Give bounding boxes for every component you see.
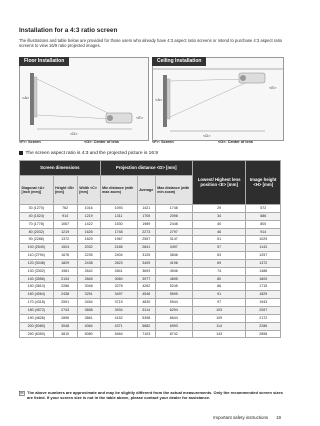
projection-distance-table xyxy=(19,160,281,338)
table-cell: 5114 xyxy=(137,306,155,314)
table-cell: 8742 xyxy=(155,330,192,338)
intro-paragraph: The illustrations and table below are provided for those users who already have 4:3 aspect ratio screens or intend to purchase 4:3 aspect ratio screens to view 16/9 ratio projected images. xyxy=(19,38,283,49)
table-cell: 130 (3302) xyxy=(20,267,54,275)
table-cell: 1257 xyxy=(246,252,281,260)
table-cell: 1372 xyxy=(53,236,77,244)
table-cell: 1967 xyxy=(100,236,137,244)
table-cell: 3048 xyxy=(53,322,77,330)
table-cell: 6993 xyxy=(155,322,192,330)
table-cell: 2743 xyxy=(53,306,77,314)
table-cell: 2841 xyxy=(137,244,155,252)
table-cell: 30 (1270) xyxy=(20,205,54,213)
table-cell: 2172 xyxy=(246,314,281,322)
table-cell: 34 xyxy=(192,212,246,220)
table-cell: 3251 xyxy=(77,291,100,299)
aspect-ratio-note: The screen aspect ratio is 4:3 and the projected picture is 16:9 xyxy=(19,151,158,156)
table-cell: 97 xyxy=(192,299,246,307)
table-cell: 1029 xyxy=(246,236,281,244)
table-cell: 3658 xyxy=(77,306,100,314)
table-cell: 3977 xyxy=(137,275,155,283)
table-cell: 3125 xyxy=(137,252,155,260)
table-cell: 90 (2286) xyxy=(20,236,54,244)
table-row xyxy=(20,259,281,267)
table-cell: 63 xyxy=(192,252,246,260)
table-cell: 1067 xyxy=(53,220,77,228)
table-cell: 4546 xyxy=(137,291,155,299)
table-cell: 1981 xyxy=(53,267,77,275)
svg-text:<E>: <E> xyxy=(136,115,144,120)
table-cell: 1943 xyxy=(246,299,281,307)
floor-installation-diagram xyxy=(19,57,149,141)
footnote: The above numbers are approximate and may be slightly different from the actual measurements. Only the recommended screen sizes are listed. If your screen size is not in the table above, please contact your dealer for assistance. xyxy=(19,391,284,401)
table-cell: 5080 xyxy=(77,330,100,338)
svg-text:<D>: <D> xyxy=(70,131,78,136)
table-cell: 120 (3048) xyxy=(20,259,54,267)
table-cell: 3693 xyxy=(137,267,155,275)
table-cell: 800 xyxy=(246,220,281,228)
table-cell: 914 xyxy=(53,212,77,220)
table-cell: 80 (2032) xyxy=(20,228,54,236)
table-cell: 57 xyxy=(192,244,246,252)
table-cell: 1748 xyxy=(155,205,192,213)
screen-dimensions-header: Screen dimensions xyxy=(20,161,101,176)
table-cell: 3497 xyxy=(155,244,192,252)
table-cell: 3060 xyxy=(100,275,137,283)
table-cell: 1705 xyxy=(137,212,155,220)
table-cell: 86 xyxy=(192,283,246,291)
table-cell: 160 (4064) xyxy=(20,291,54,299)
table-cell: 4830 xyxy=(137,299,155,307)
table-cell: 1016 xyxy=(77,205,100,213)
max-distance-header: Max distance (with min zoom) xyxy=(155,176,192,205)
table-cell: 80 xyxy=(192,275,246,283)
table-cell: 2273 xyxy=(137,228,155,236)
table-cell: 3048 xyxy=(77,283,100,291)
table-cell: 109 xyxy=(192,314,246,322)
table-cell: 2235 xyxy=(77,252,100,260)
table-row xyxy=(20,244,281,252)
height-header: Height <B> [mm] xyxy=(53,176,77,205)
floor-screen-caption: <F>: Screen xyxy=(19,140,41,144)
table-row xyxy=(20,212,281,220)
table-cell: 140 (3556) xyxy=(20,275,54,283)
table-cell: 3715 xyxy=(100,299,137,307)
table-cell: 69 xyxy=(192,259,246,267)
table-cell: 2448 xyxy=(155,220,192,228)
table-cell: 2797 xyxy=(155,228,192,236)
table-cell: 5944 xyxy=(155,299,192,307)
table-cell: 4196 xyxy=(155,259,192,267)
table-row xyxy=(20,236,281,244)
table-cell: 1143 xyxy=(246,244,281,252)
table-cell: 70 (1778) xyxy=(20,220,54,228)
table-row xyxy=(20,291,281,299)
table-cell: 2623 xyxy=(100,259,137,267)
table-cell: 1829 xyxy=(246,291,281,299)
table-cell: 2858 xyxy=(246,330,281,338)
table-row xyxy=(20,252,281,260)
table-cell: 5682 xyxy=(137,322,155,330)
svg-text:<A>: <A> xyxy=(22,95,30,100)
table-cell: 200 (5080) xyxy=(20,322,54,330)
table-cell: 40 xyxy=(192,220,246,228)
table-cell: 2845 xyxy=(77,275,100,283)
table-row xyxy=(20,220,281,228)
table-cell: 46 xyxy=(192,228,246,236)
table-cell: 3409 xyxy=(137,259,155,267)
table-cell: 3810 xyxy=(53,330,77,338)
floor-installation-tab: Floor Installation xyxy=(19,57,69,66)
table-cell: 110 (2794) xyxy=(20,252,54,260)
page-number: 19 xyxy=(276,415,281,420)
table-row xyxy=(20,267,281,275)
table-cell: 1989 xyxy=(137,220,155,228)
table-cell: 1486 xyxy=(246,267,281,275)
table-cell: 2185 xyxy=(100,244,137,252)
svg-text:<E>: <E> xyxy=(269,85,277,90)
table-cell: 3934 xyxy=(100,306,137,314)
table-cell: 914 xyxy=(246,228,281,236)
table-cell: 2134 xyxy=(53,275,77,283)
table-cell: 2286 xyxy=(53,283,77,291)
table-cell: 3846 xyxy=(155,252,192,260)
table-cell: 1626 xyxy=(77,228,100,236)
table-cell: 6294 xyxy=(155,306,192,314)
table-cell: 1372 xyxy=(246,259,281,267)
note-icon xyxy=(19,391,25,396)
ceiling-projector-illustration xyxy=(153,67,283,139)
table-cell: 3454 xyxy=(77,299,100,307)
table-cell: 2286 xyxy=(246,322,281,330)
footer-section-label: Important safety instructions xyxy=(213,415,269,420)
table-row xyxy=(20,299,281,307)
table-cell: 143 xyxy=(192,330,246,338)
table-cell: 150 (3810) xyxy=(20,283,54,291)
table-cell: 3861 xyxy=(77,314,100,322)
table-row xyxy=(20,330,281,338)
bullet-square-icon xyxy=(19,151,23,155)
table-cell: 2557 xyxy=(137,236,155,244)
table-cell: 2438 xyxy=(53,291,77,299)
table-cell: 3497 xyxy=(100,291,137,299)
ceiling-installation-diagram xyxy=(152,57,284,141)
table-row xyxy=(20,205,281,213)
ceiling-installation-tab: Ceiling Installation xyxy=(152,57,206,66)
table-cell: 40 (1524) xyxy=(20,212,54,220)
table-cell: 5464 xyxy=(100,330,137,338)
table-cell: 1422 xyxy=(77,220,100,228)
table-cell: 170 (4318) xyxy=(20,299,54,307)
table-cell: 91 xyxy=(192,291,246,299)
table-cell: 1311 xyxy=(100,212,137,220)
table-cell: 1093 xyxy=(100,205,137,213)
table-cell: 4895 xyxy=(155,275,192,283)
table-cell: 2896 xyxy=(53,314,77,322)
page-footer xyxy=(213,415,281,420)
floor-projector-illustration xyxy=(20,67,148,139)
svg-text:<A>: <A> xyxy=(155,97,163,102)
table-cell: 250 (6350) xyxy=(20,330,54,338)
table-row xyxy=(20,275,281,283)
table-cell: 572 xyxy=(246,205,281,213)
average-header: Average xyxy=(137,176,155,205)
table-row xyxy=(20,306,281,314)
table-cell: 29 xyxy=(192,205,246,213)
table-cell: 1715 xyxy=(246,283,281,291)
table-cell: 103 xyxy=(192,306,246,314)
table-cell: 4371 xyxy=(100,322,137,330)
table-cell: 3278 xyxy=(100,283,137,291)
table-cell: 1676 xyxy=(53,252,77,260)
table-cell: 5398 xyxy=(137,314,155,322)
table-cell: 2057 xyxy=(246,306,281,314)
table-cell: 2404 xyxy=(100,252,137,260)
table-cell: 4262 xyxy=(137,283,155,291)
floor-lens-caption: <G>: Center of lens xyxy=(84,140,120,144)
svg-text:<D>: <D> xyxy=(203,133,211,138)
table-cell: 1421 xyxy=(137,205,155,213)
table-cell: 3147 xyxy=(155,236,192,244)
ceiling-screen-caption: <F>: Screen xyxy=(152,140,174,144)
table-cell: 2591 xyxy=(53,299,77,307)
table-cell: 7103 xyxy=(137,330,155,338)
table-cell: 2098 xyxy=(155,212,192,220)
table-cell: 114 xyxy=(192,322,246,330)
table-cell: 1219 xyxy=(53,228,77,236)
table-row xyxy=(20,314,281,322)
image-height-header: Image height <H> [mm] xyxy=(246,161,281,205)
projection-distance-header: Projection distance <D> [mm] xyxy=(100,161,192,176)
table-cell: 180 (4572) xyxy=(20,306,54,314)
table-cell: 2841 xyxy=(100,267,137,275)
table-cell: 1600 xyxy=(246,275,281,283)
min-distance-header: Min distance (with max zoom) xyxy=(100,176,137,205)
table-cell: 6644 xyxy=(155,314,192,322)
table-cell: 4064 xyxy=(77,322,100,330)
table-cell: 51 xyxy=(192,236,246,244)
table-cell: 5595 xyxy=(155,291,192,299)
table-cell: 762 xyxy=(53,205,77,213)
table-cell: 5245 xyxy=(155,283,192,291)
table-cell: 74 xyxy=(192,267,246,275)
ceiling-lens-caption: <G>: Center of lens xyxy=(218,140,254,144)
table-cell: 1524 xyxy=(53,244,77,252)
width-header: Width <C> [mm] xyxy=(77,176,100,205)
table-cell: 4546 xyxy=(155,267,192,275)
table-cell: 1829 xyxy=(77,236,100,244)
table-cell: 2438 xyxy=(77,259,100,267)
table-cell: 686 xyxy=(246,212,281,220)
section-title: Installation for a 4:3 ratio screen xyxy=(19,27,118,34)
table-cell: 2032 xyxy=(77,244,100,252)
table-row xyxy=(20,228,281,236)
diagonal-header: Diagonal <A> [inch (mm)] xyxy=(20,176,54,205)
table-cell: 1530 xyxy=(100,220,137,228)
table-row xyxy=(20,283,281,291)
table-row xyxy=(20,322,281,330)
table-cell: 190 (4826) xyxy=(20,314,54,322)
table-cell: 2642 xyxy=(77,267,100,275)
table-cell: 100 (2540) xyxy=(20,244,54,252)
table-cell: 1219 xyxy=(77,212,100,220)
lens-position-header: Lowest/ Highest lens position <E> [mm] xyxy=(192,161,246,205)
table-cell: 1748 xyxy=(100,228,137,236)
table-cell: 4152 xyxy=(100,314,137,322)
table-cell: 1829 xyxy=(53,259,77,267)
